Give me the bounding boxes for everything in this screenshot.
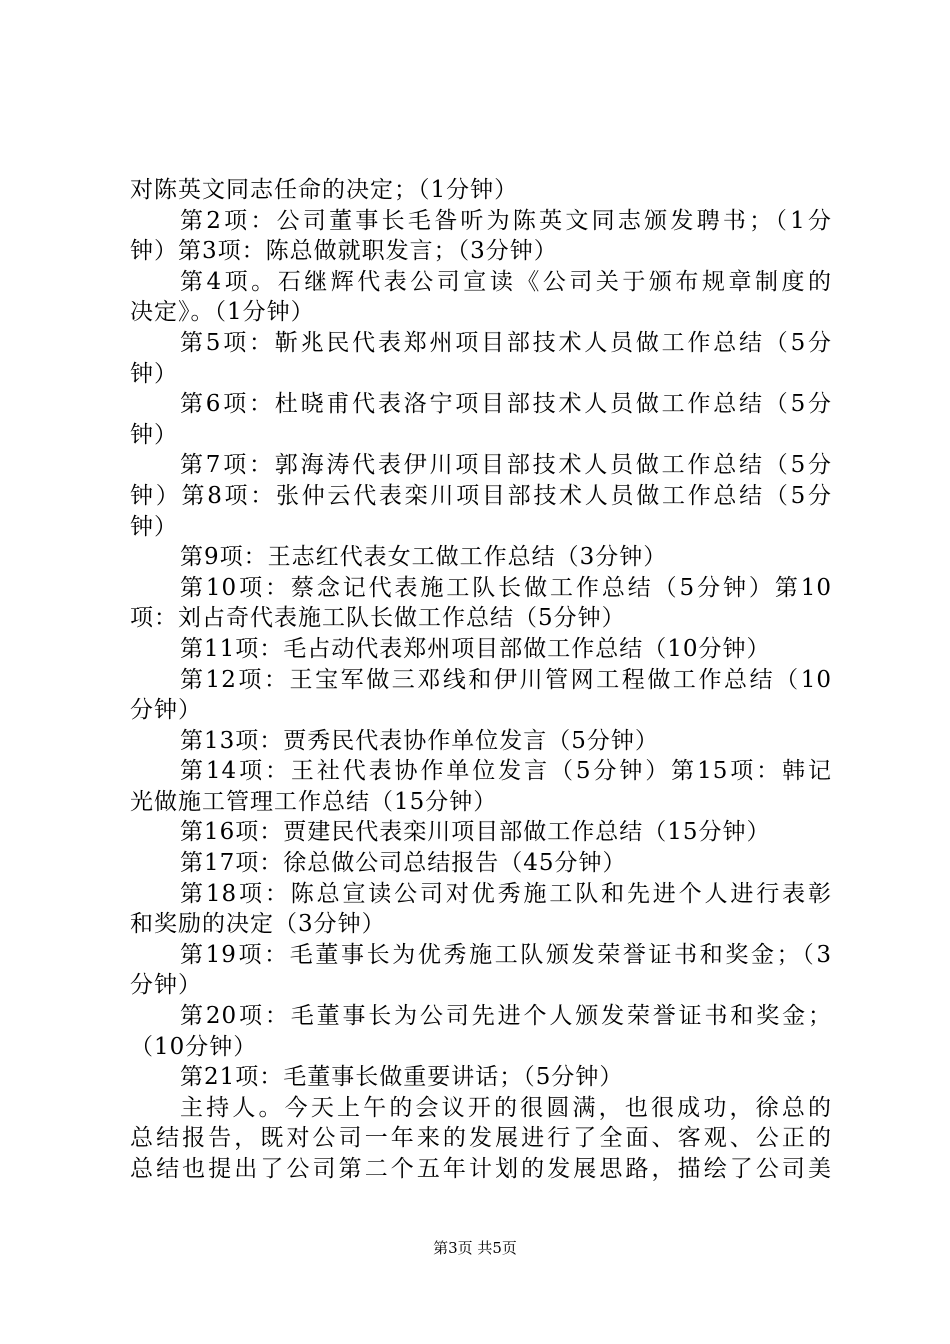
text-line: 分钟） — [130, 972, 202, 999]
text-line: 第9项：王志红代表女工做工作总结（3分钟） — [180, 544, 668, 571]
page-footer: 第3页 共5页 — [433, 1239, 517, 1257]
text-line: 第7项：郭海涛代表伊川项目部技术人员做工作总结（5分 — [180, 452, 832, 479]
text-line: 光做施工管理工作总结（15分钟） — [130, 788, 498, 815]
text-line: 主持人。今天上午的会议开的很圆满，也很成功，徐总的 — [180, 1094, 832, 1121]
text-line: 第2项：公司董事长毛昝听为陈英文同志颁发聘书；（1分 — [180, 207, 832, 234]
text-line: 第6项：杜晓甫代表洛宁项目部技术人员做工作总结（5分 — [180, 391, 832, 418]
text-line: 第5项：靳兆民代表郑州项目部技术人员做工作总结（5分 — [180, 329, 832, 356]
text-line: 总结报告，既对公司一年来的发展进行了全面、客观、公正的 — [130, 1125, 832, 1152]
text-line: 第14项：王社代表协作单位发言（5分钟）第15项：韩记 — [180, 758, 832, 785]
text-line: 钟） — [130, 421, 178, 448]
text-line: 对陈英文同志任命的决定；（1分钟） — [130, 177, 519, 203]
text-line: 总结也提出了公司第二个五年计划的发展思路，描绘了公司美 — [130, 1156, 832, 1182]
text-line: 第12项：王宝军做三邓线和伊川管网工程做工作总结（10 — [180, 666, 832, 693]
text-line: 第11项：毛占动代表郑州项目部做工作总结（10分钟） — [180, 635, 771, 662]
text-line: 和奖励的决定（3分钟） — [130, 911, 386, 938]
text-line: 钟） — [130, 513, 178, 540]
text-line: 第16项：贾建民代表栾川项目部做工作总结（15分钟） — [180, 819, 771, 846]
text-line: 钟）第8项：张仲云代表栾川项目部技术人员做工作总结（5分 — [130, 482, 832, 509]
text-line: 分钟） — [130, 697, 202, 724]
text-line: （10分钟） — [130, 1033, 258, 1060]
text-line: 第10项：蔡念记代表施工队长做工作总结（5分钟）第10 — [180, 574, 832, 601]
text-line: 钟）第3项：陈总做就职发言；（3分钟） — [130, 238, 558, 265]
document-body — [130, 175, 832, 1185]
text-line: 钟） — [130, 360, 178, 387]
text-line: 项：刘占奇代表施工队长做工作总结（5分钟） — [130, 605, 626, 632]
text-line: 第13项：贾秀民代表协作单位发言（5分钟） — [180, 727, 659, 754]
text-line: 第18项：陈总宣读公司对优秀施工队和先进个人进行表彰 — [180, 880, 832, 907]
text-line: 决定》。（1分钟） — [130, 299, 315, 326]
text-line: 第17项：徐总做公司总结报告（45分钟） — [180, 850, 627, 877]
text-line: 第4项。石继辉代表公司宣读《公司关于颁布规章制度的 — [180, 268, 832, 295]
text-line: 第19项：毛董事长为优秀施工队颁发荣誉证书和奖金；（3 — [180, 941, 832, 968]
text-line: 第20项：毛董事长为公司先进个人颁发荣誉证书和奖金； — [180, 1003, 832, 1030]
text-line: 第21项：毛董事长做重要讲话；（5分钟） — [180, 1064, 624, 1091]
